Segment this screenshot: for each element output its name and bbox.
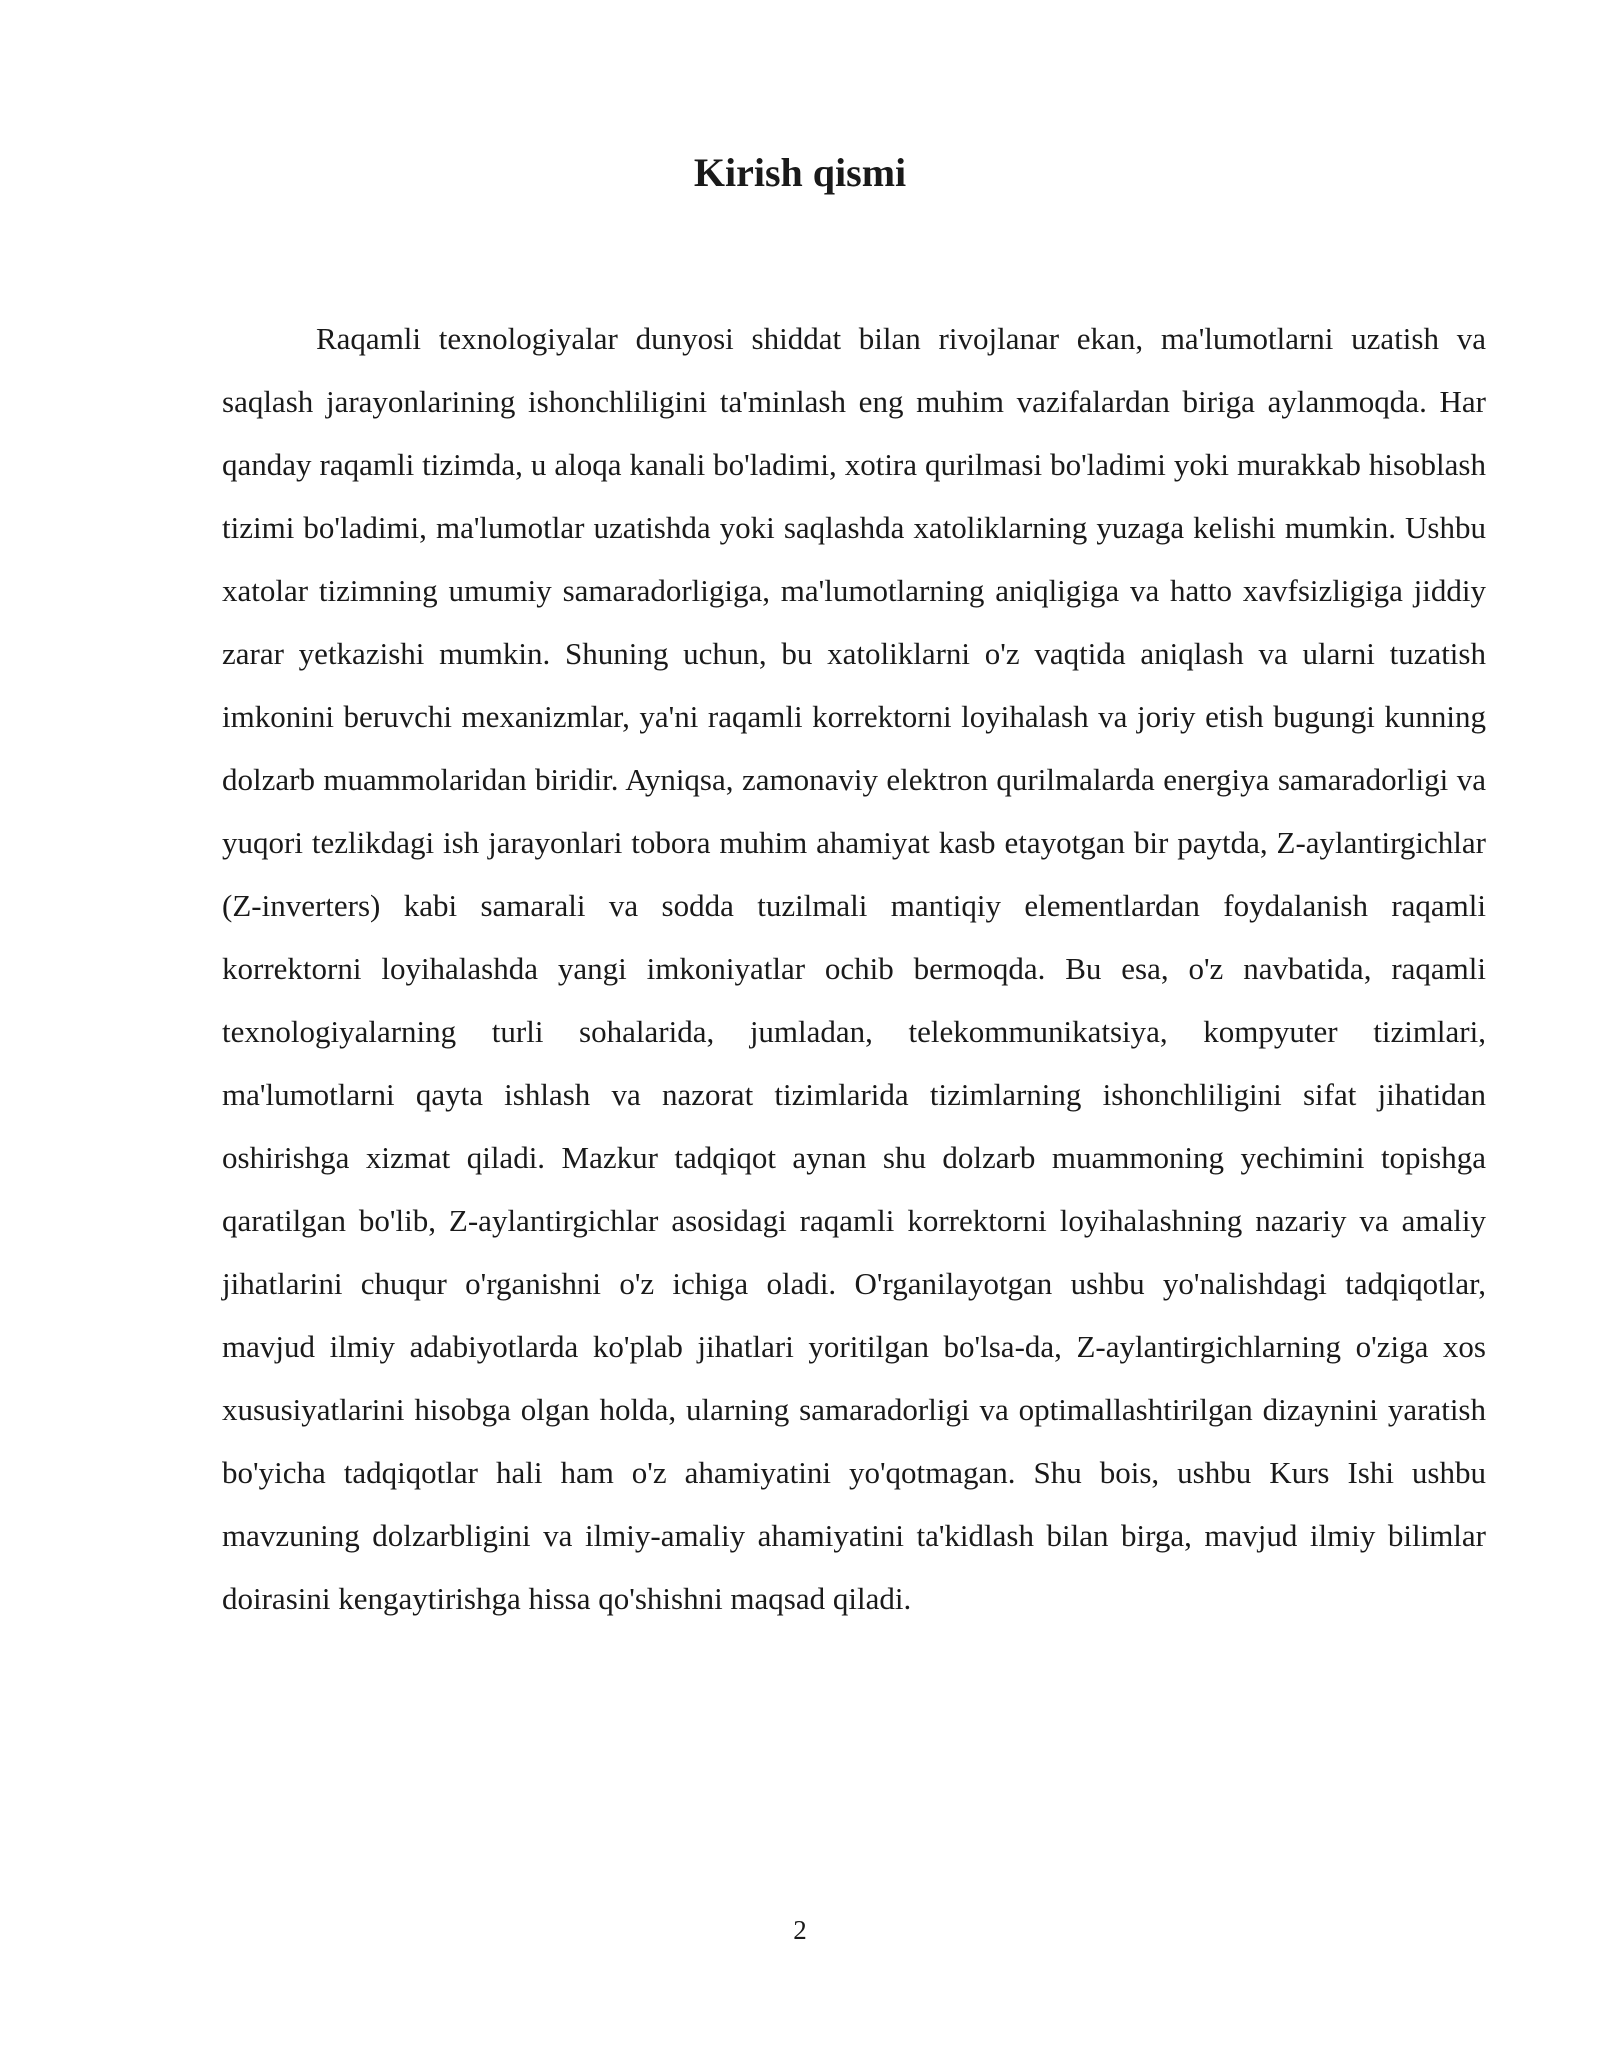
page-number: 2 (793, 1915, 807, 1945)
page-title: Kirish qismi (693, 150, 907, 195)
body-paragraph: Raqamli texnologiyalar dunyosi shiddat bilan rivojlanar ekan, ma'lumotlarni uzatish va saqlash jarayonlarining ishonchliligini ta'minlash eng muhim vazifalardan biriga aylanmoqda. Har qanday raqamli tizimda, u aloqa kanali bo'ladimi, xotira qurilmasi bo'ladimi yoki murakkab hisoblash tizimi bo'ladimi, ma'lumotlar uzatishda yoki saqlashda xatoliklarning yuzaga kelishi mumkin. Ushbu xatolar tizimning umumiy samaradorligiga, ma'lumotlarning aniqligiga va hatto xavfsizligiga jiddiy zarar yetkazishi mumkin. Shuning uchun, bu xatoliklarni o'z vaqtida aniqlash va ularni tuzatish imkonini beruvchi mexanizmlar, ya'ni raqamli korrektorni loyihalash va joriy etish bugungi kunning dolzarb muammolaridan biridir. Ayniqsa, zamonaviy elektron qurilmalarda energiya samaradorligi va yuqori tezlikdagi ish jarayonlari tobora muhim ahamiyat kasb etayotgan bir paytda, Z-aylantirgichlar (Z-inverters) kabi samarali va sodda tuzilmali mantiqiy elementlardan foydalanish raqamli korrektorni loyihalashda yangi imkoniyatlar ochib bermoqda. Bu esa, o'z navbatida, raqamli texnologiyalarning turli sohalarida, jumladan, telekommunikatsiya, kompyuter tizimlari, ma'lumotlarni qayta ishlash va nazorat tizimlarida tizimlarning ishonchliligini sifat jihatidan oshirishga xizmat qiladi. Mazkur tadqiqot aynan shu dolzarb muammoning yechimini topishga qaratilgan bo'lib, Z-aylantirgichlar asosidagi raqamli korrektorni loyihalashning nazariy va amaliy jihatlarini chuqur o'rganishni o'z ichiga oladi. O'rganilayotgan ushbu yo'nalishdagi tadqiqotlar, mavjud ilmiy adabiyotlarda ko'plab jihatlari yoritilgan bo'lsa-da, Z-aylantirgichlarning o'ziga xos xususiyatlarini hisobga olgan holda, ularning samaradorligi va optimallashtirilgan dizaynini yaratish bo'yicha tadqiqotlar hali ham o'z ahamiyatini yo'qotmagan. Shu bois, ushbu Kurs Ishi ushbu mavzuning dolzarbligini va ilmiy-amaliy ahamiyatini ta'kidlash bilan birga, mavjud ilmiy bilimlar doirasini kengaytirishga hissa qo'shishni maqsad qiladi. (222, 321, 1486, 1616)
